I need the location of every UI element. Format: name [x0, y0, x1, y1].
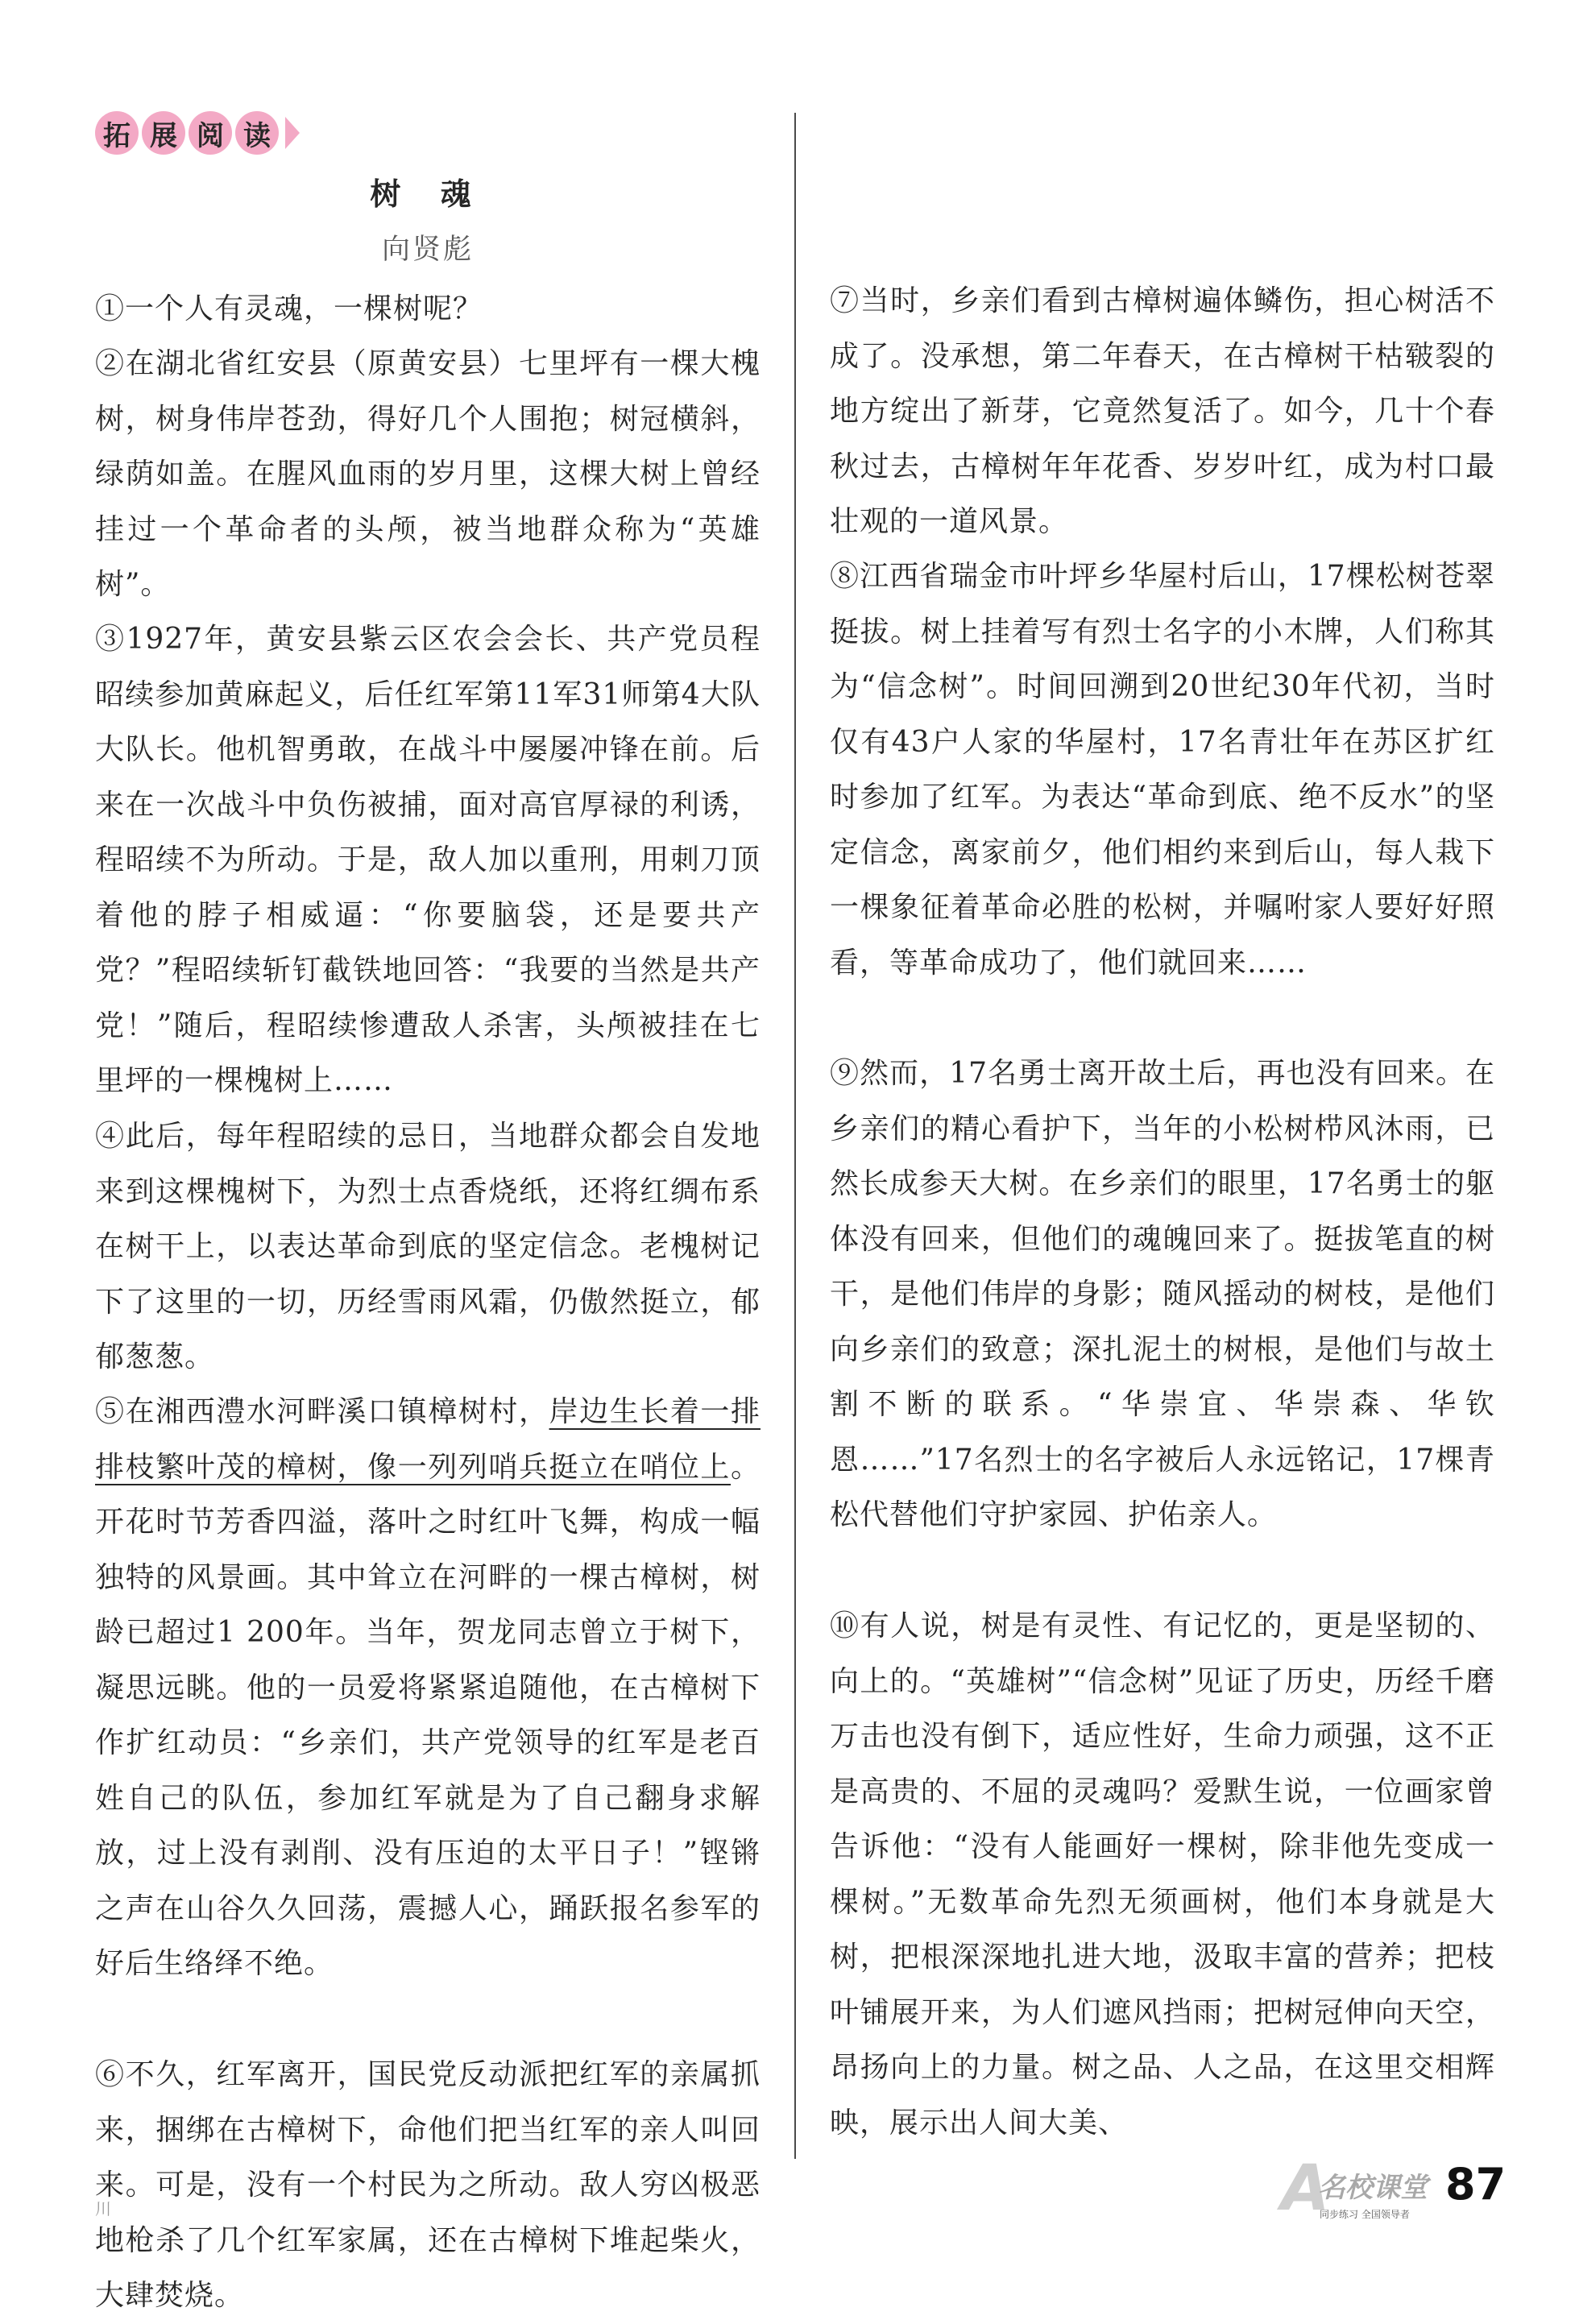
logo-text: 名校课堂 — [1318, 2172, 1428, 2204]
logo-subtitle: 同步练习 全国领导者 — [1320, 2209, 1410, 2220]
badge-char: 展 — [142, 111, 185, 155]
paragraph-8: ⑧江西省瑞金市叶坪乡华屋村后山，17棵松树苍翠挺拔。树上挂着写有烈士名字的小木牌，人们称其为“信念树”。时间回溯到20世纪30年代初，当时仅有43户人家的华屋村，17名青壮年在苏区扩红时参加了红军。为表达“革命到底、绝不反水”的坚定信念，离家前夕，他们相约来到后山，每人栽下一棵象征着革命必胜的松树，并嘱咐家人要好好照看，等革命成功了，他们就回来…… — [830, 560, 1495, 980]
paragraph-5-start: ⑤在湘西澧水河畔溪口镇樟树村， — [95, 1395, 549, 1428]
badge-char: 阅 — [189, 111, 232, 155]
section-badge — [95, 111, 300, 155]
badge-char: 拓 — [95, 111, 139, 155]
paragraph-5-rest: 。开花时节芳香四溢，落叶之时红叶飞舞，构成一幅独特的风景画。其中耸立在河畔的一棵古樟树，树龄已超过1 200年。当年，贺龙同志曾立于树下，凝思远眺。他的一员爱将紧紧追随他，在古樟树下作扩红动员：“乡亲们，共产党领导的红军是老百姓自己的队伍，参加红军就是为了自己翻身求解放，过上没有剥削、没有压迫的太平日子！”铿锵之声在山谷久久回荡，震撼人心，踊跃报名参军的好后生络绎不绝。 — [95, 1450, 760, 1980]
paragraph-7: ⑦当时，乡亲们看到古樟树遍体鳞伤，担心树活不成了。没承想，第二年春天，在古樟树干枯皲裂的地方绽出了新芽，它竟然复活了。如今，几十个春秋过去，古樟树年年花香、岁岁叶红，成为村口最壮观的一道风景。 — [830, 284, 1495, 538]
paragraph-4: ④此后，每年程昭续的忌日，当地群众都会自发地来到这棵槐树下，为烈士点香烧纸，还将红绸布系在树干上，以表达革命到底的坚定信念。老槐树记下了这里的一切，历经雪雨风霜，仍傲然挺立，郁郁葱葱。 — [95, 1120, 760, 1373]
paragraph-6-continued — [830, 109, 1495, 274]
publisher-logo — [1281, 2152, 1442, 2225]
article-title: 树 魂 — [370, 176, 486, 212]
paragraph-5 — [95, 1385, 760, 1992]
page-number: 87 — [1445, 2159, 1506, 2210]
paragraph-10: ⑩有人说，树是有灵性、有记忆的，更是坚韧的、向上的。“英雄树”“信念树”见证了历史，历经千磨万击也没有倒下，适应性好，生命力顽强，这不正是高贵的、不屈的灵魂吗？爱默生说，一位画家曾告诉他：“没有人能画好一棵树，除非他先变成一棵树。”无数革命先烈无须画树，他们本身就是大树，把根深深地扎进大地，汲取丰富的营养；把枝叶铺展开来，为人们遮风挡雨；把树冠伸向天空，昂扬向上的力量。树之品、人之品，在这里交相辉映，展示出人间大美、 — [830, 1609, 1495, 2140]
paragraph-3: ③1927年，黄安县紫云区农会会长、共产党员程昭续参加黄麻起义，后任红军第11军31师第4大队大队长。他机智勇敢，在战斗中屡屡冲锋在前。后来在一次战斗中负伤被捕，面对高官厚禄的利诱，程昭续不为所动。于是，敌人加以重刑，用刺刀顶着他的脖子相威逼：“你要脑袋，还是要共产党？”程昭续斩钉截铁地回答：“我要的当然是共产党！”随后，程昭续惨遭敌人杀害，头颅被挂在七里坪的一棵槐树上…… — [95, 623, 760, 1097]
badge-char: 读 — [235, 111, 279, 155]
paragraph-1: ①一个人有灵魂，一棵树呢？ — [95, 292, 483, 325]
article-author: 向贤彪 — [381, 234, 474, 266]
footer-mark: 川 — [95, 2199, 111, 2218]
paragraph-2: ②在湖北省红安县（原黄安县）七里坪有一棵大槐树，树身伟岸苍劲，得好几个人围抱；树冠横斜，绿荫如盖。在腥风血雨的岁月里，这棵大树上曾经挂过一个革命者的头颅，被当地群众称为“英雄树”。 — [95, 347, 760, 601]
logo-letter: A — [1281, 2152, 1330, 2225]
column-divider — [794, 113, 796, 2159]
badge-arrow-icon — [285, 117, 300, 149]
paragraph-6: ⑥不久，红军离开，国民党反动派把红军的亲属抓来，捆绑在古樟树下，命他们把当红军的亲人叫回来。可是，没有一个村民为之所动。敌人穷凶极恶地枪杀了几个红军家属，还在古樟树下堆起柴火，大肆焚烧。 — [95, 2058, 760, 2312]
paragraph-9: ⑨然而，17名勇士离开故土后，再也没有回来。在乡亲们的精心看护下，当年的小松树栉风沐雨，已然长成参天大树。在乡亲们的眼里，17名勇士的躯体没有回来，但他们的魂魄回来了。挺拔笔直的树干，是他们伟岸的身影；随风摇动的树枝，是他们向乡亲们的致意；深扎泥土的树根，是他们与故土割不断的联系。“华崇宜、华崇森、华钦恩……”17名烈士的名字被后人永远铭记，17棵青松代替他们守护家园、护佑亲人。 — [830, 1057, 1495, 1531]
underlined-sentence: 岸边生长着一排排枝繁叶茂的樟树，像一列列哨兵挺立在哨位上 — [95, 1395, 760, 1484]
